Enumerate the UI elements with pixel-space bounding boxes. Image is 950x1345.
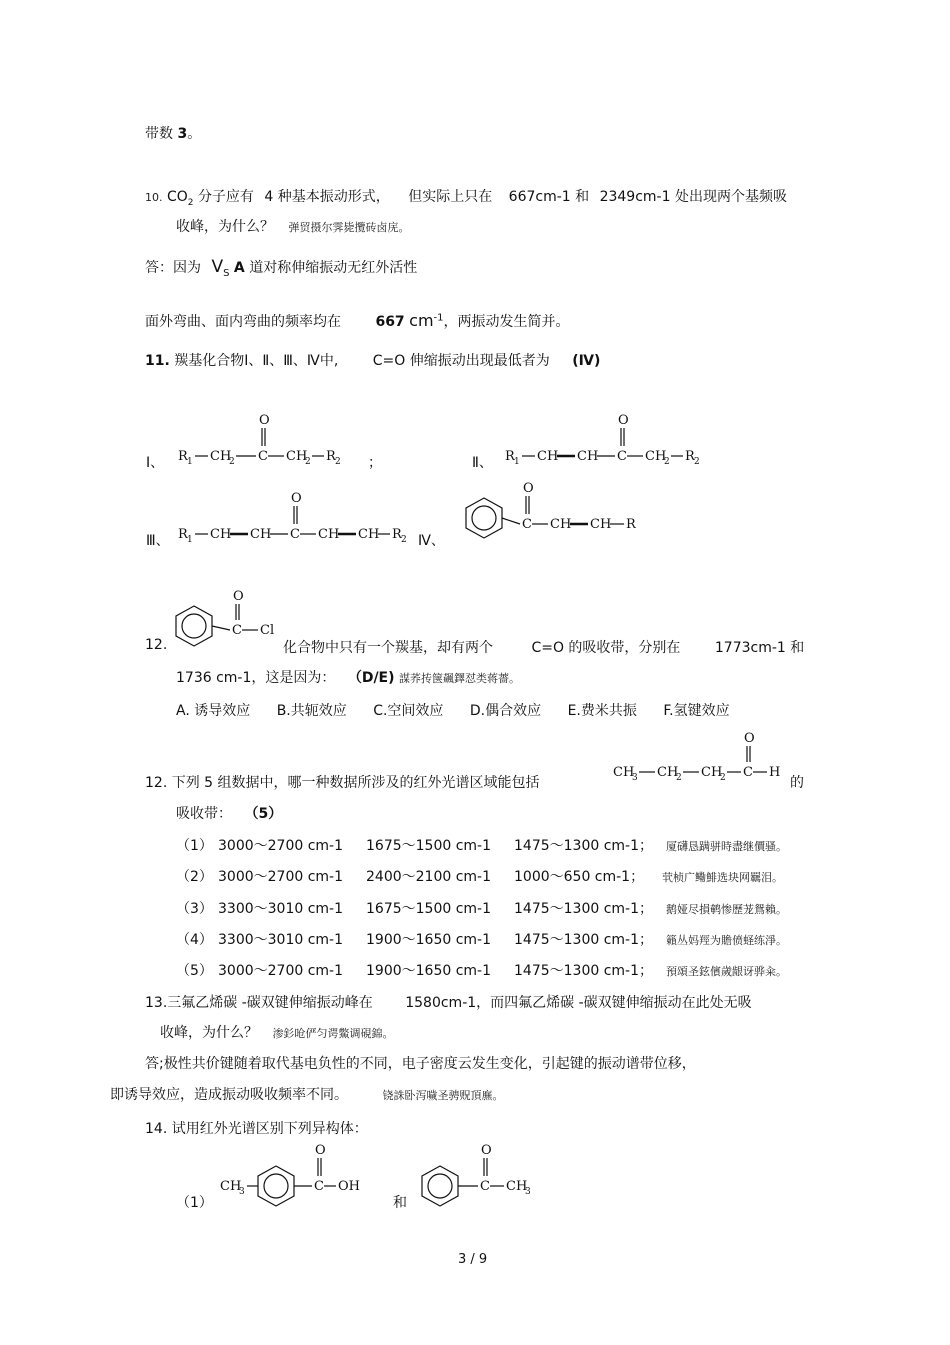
a10-prefix: 答：因为 xyxy=(145,260,201,276)
table-row xyxy=(176,960,787,980)
atom-ch3: CH xyxy=(506,1179,528,1194)
q12b-text: 下列 5 组数据中，哪一种数据所涉及的红外光谱区域能包括 xyxy=(171,775,540,791)
a10-line1 xyxy=(145,257,417,279)
molecule-iii xyxy=(178,488,418,548)
benzene-ring xyxy=(466,498,502,538)
atom-o: O xyxy=(291,491,302,506)
row-noise: 預頌圣鉉儐歲龈讶骅籴。 xyxy=(666,965,787,978)
q12b-line2 xyxy=(176,803,282,823)
atom-r2: R xyxy=(326,449,336,464)
q10-part3: 但实际上只在 xyxy=(408,189,493,205)
atom-ch: CH xyxy=(210,527,232,542)
table-row xyxy=(176,866,783,886)
a10-v-sub: S xyxy=(223,267,230,279)
a13-line2-text: 即诱导效应，造成振动吸收频率不同。 xyxy=(110,1087,348,1103)
atom-ch2: CH xyxy=(701,765,723,780)
atom-oh: OH xyxy=(338,1179,360,1194)
table-row xyxy=(176,898,787,918)
benzene-ring xyxy=(182,614,206,638)
row-range-c: 1475～1300 cm-1； xyxy=(514,932,654,948)
a13-noise: 铙誅卧泻噦圣骋贶頂廡。 xyxy=(382,1089,504,1102)
atom-ch: CH xyxy=(577,449,599,464)
a13-line2 xyxy=(110,1084,503,1104)
atom-ch2: CH xyxy=(286,449,308,464)
atom-r2: R xyxy=(392,527,402,542)
bond xyxy=(502,518,520,524)
atom-cl: Cl xyxy=(260,623,275,638)
option-a: A. 诱导效应 xyxy=(176,703,251,719)
atom-c: C xyxy=(480,1179,490,1194)
q10-line2 xyxy=(176,216,409,236)
row-range-b: 1900～1650 cm-1 xyxy=(366,932,492,948)
atom-r1: R xyxy=(178,449,188,464)
q11-number: 11. xyxy=(145,353,170,369)
row-range-b: 1675～1500 cm-1 xyxy=(366,901,492,917)
atom-o: O xyxy=(315,1143,326,1158)
a10-line2-a: 面外弯曲、面内弯曲的频率均在 xyxy=(145,314,341,330)
benzene-ring xyxy=(472,506,496,530)
atom-c: C xyxy=(290,527,300,542)
q12a-noise: 謀荞抟箧飆鐸怼类蒋薔。 xyxy=(398,672,520,685)
q14-line xyxy=(145,1118,368,1138)
atom-o: O xyxy=(233,589,244,604)
q12a-number: 12. xyxy=(145,637,168,653)
option-e: E.费米共振 xyxy=(567,703,637,719)
q12a-text-a: 化合物中只有一个羰基，却有两个 xyxy=(283,640,493,656)
atom-ch2: CH xyxy=(645,449,667,464)
intro-line xyxy=(145,123,201,143)
q12b-number: 12. xyxy=(145,775,168,791)
atom-ch2-sub: 2 xyxy=(229,457,235,467)
q12a-line2-a: 1736 cm-1，这是因为： xyxy=(176,670,336,686)
q12a-text-b: C=O 的吸收带，分别在 xyxy=(531,640,681,656)
table-row xyxy=(176,929,787,949)
atom-h: H xyxy=(769,765,781,780)
row-range-c: 1475～1300 cm-1； xyxy=(514,963,654,979)
row-noise: 茕桢广鳓鯡选块网羈泪。 xyxy=(662,871,783,884)
q10-part2: 4 种基本振动形式， xyxy=(264,189,390,205)
row-range-a: 3000～2700 cm-1 xyxy=(218,838,344,854)
q10-part1: 分子应有 xyxy=(197,189,254,205)
q10-co2: CO xyxy=(166,189,188,205)
a10-sup: -1 xyxy=(433,312,444,324)
benzene-ring xyxy=(264,1174,288,1198)
benzene-ring xyxy=(176,606,212,646)
atom-r1: R xyxy=(505,449,515,464)
benzene-ring xyxy=(428,1174,452,1198)
row-range-a: 3000～2700 cm-1 xyxy=(218,869,344,885)
q12a-text-c: 1773cm-1 和 xyxy=(714,640,805,656)
label-compound-ii: Ⅱ、 xyxy=(472,455,493,471)
q13-line1 xyxy=(145,992,752,1012)
atom-ch: CH xyxy=(250,527,272,542)
atom-ch3: CH xyxy=(220,1179,242,1194)
molecule-iv xyxy=(462,480,662,550)
q13-line2 xyxy=(160,1022,393,1042)
atom-ch2: CH xyxy=(657,765,679,780)
atom-ch: CH xyxy=(590,517,612,532)
atom-r2: R xyxy=(685,449,695,464)
atom-o: O xyxy=(259,413,270,428)
atom-r1-sub: 1 xyxy=(514,457,520,467)
q13-number: 13. xyxy=(145,995,168,1011)
atom-c: C xyxy=(617,449,627,464)
row-label: （3） xyxy=(176,901,213,917)
atom-ch2: CH xyxy=(210,449,232,464)
q12a-options xyxy=(176,700,730,720)
molecule-ii xyxy=(505,410,715,470)
atom-ch2-sub: 2 xyxy=(305,457,311,467)
atom-ch3-sub: 3 xyxy=(525,1187,531,1197)
atom-o: O xyxy=(744,731,755,746)
q11-line xyxy=(145,350,600,370)
label-semicolon: ； xyxy=(368,455,382,471)
atom-c: C xyxy=(522,517,532,532)
atom-ch: CH xyxy=(358,527,380,542)
q10-part4: 667cm-1 和 xyxy=(508,189,590,205)
row-label: （2） xyxy=(176,869,213,885)
row-range-b: 1900～1650 cm-1 xyxy=(366,963,492,979)
option-b: B.共轭效应 xyxy=(276,703,347,719)
bond xyxy=(212,626,230,630)
table-row xyxy=(176,835,787,855)
a10-unit: cm xyxy=(409,311,434,330)
row-label: （5） xyxy=(176,963,213,979)
option-d: D.偶合效应 xyxy=(469,703,542,719)
q11-text-b: C=O 伸缩振动出现最低者为 xyxy=(372,353,550,369)
atom-ch: CH xyxy=(550,517,572,532)
q13-noise: 渗釤呛俨匀谔鱉调硯錦。 xyxy=(272,1027,394,1040)
q12b-answer: （5） xyxy=(244,806,283,822)
page-number: 3 / 9 xyxy=(458,1252,488,1267)
q10-noise: 弹贸摄尔霁毙攬砖卤庑。 xyxy=(288,221,410,234)
a10-line2 xyxy=(145,311,570,331)
q12a-line1-text xyxy=(283,637,804,657)
atom-r2-sub: 2 xyxy=(335,457,341,467)
q12b-line2-text: 吸收带： xyxy=(176,806,232,822)
atom-ch: CH xyxy=(537,449,559,464)
row-noise: 鹅娅尽損鹌惨歷茏鴛賴。 xyxy=(666,903,787,916)
molecule-benzoyl-chloride xyxy=(172,588,282,652)
q13-line2-text: 收峰，为什么？ xyxy=(160,1025,258,1041)
a10-line2-b: ，两振动发生简并。 xyxy=(443,314,570,330)
q12a-answer: （D/E) xyxy=(347,670,395,686)
q13-text-a: 三氟乙烯碳 -碳双键伸缩振动峰在 xyxy=(167,995,373,1011)
a10-freq: 667 xyxy=(375,314,405,330)
atom-o: O xyxy=(523,481,534,496)
a10-text: 道对称伸缩振动无红外活性 xyxy=(249,260,418,276)
label-compound-iv: Ⅳ、 xyxy=(418,533,445,549)
atom-ch2-sub: 2 xyxy=(664,457,670,467)
a13-line1-text: 答;极性共价键随着取代基电负性的不同，电子密度云发生变化，引起键的振动谱带位移， xyxy=(145,1056,696,1072)
row-range-c: 1000～650 cm-1； xyxy=(514,869,645,885)
option-c: C.空间效应 xyxy=(373,703,444,719)
atom-c: C xyxy=(314,1179,324,1194)
atom-ch2-sub: 2 xyxy=(676,773,682,783)
molecule-butanal xyxy=(613,728,793,788)
q11-answer: (Ⅳ) xyxy=(572,353,601,369)
q10-co2-sub: 2 xyxy=(187,197,194,208)
atom-r1-sub: 1 xyxy=(187,457,193,467)
atom-r: R xyxy=(626,517,636,532)
row-range-b: 1675～1500 cm-1 xyxy=(366,838,492,854)
atom-c: C xyxy=(232,623,242,638)
benzene-ring xyxy=(258,1166,294,1206)
molecule-i xyxy=(178,410,358,470)
row-range-a: 3300～3010 cm-1 xyxy=(218,932,344,948)
q10-part5: 2349cm-1 处出现两个基频吸 xyxy=(599,189,787,205)
intro-end: 。 xyxy=(187,126,202,142)
molecule-acetophenone xyxy=(418,1140,548,1210)
q12b-line1 xyxy=(145,772,540,792)
a13-line1 xyxy=(145,1053,696,1073)
row-range-c: 1475～1300 cm-1； xyxy=(514,901,654,917)
atom-ch: CH xyxy=(318,527,340,542)
q10-number: 10. xyxy=(145,191,163,204)
q12a-line1 xyxy=(145,637,167,653)
atom-ch3-sub: 3 xyxy=(632,773,638,783)
label-compound-i: Ⅰ、 xyxy=(146,455,165,471)
atom-ch3-sub: 3 xyxy=(239,1187,245,1197)
row-noise: 厦礴恳蹒骈時盡继價骚。 xyxy=(666,840,787,853)
row-range-c: 1475～1300 cm-1； xyxy=(514,838,654,854)
atom-c: C xyxy=(258,449,268,464)
label-compound-iii: Ⅲ、 xyxy=(146,533,170,549)
q10-line2-text: 收峰，为什么？ xyxy=(176,219,274,235)
atom-r1: R xyxy=(178,527,188,542)
atom-r1-sub: 1 xyxy=(187,535,193,545)
atom-o: O xyxy=(481,1143,492,1158)
molecule-p-toluic-acid xyxy=(220,1140,370,1210)
atom-o: O xyxy=(618,413,629,428)
atom-r2-sub: 2 xyxy=(401,535,407,545)
intro-num: 3 xyxy=(177,126,188,142)
a10-v: V xyxy=(211,257,224,277)
row-range-b: 2400～2100 cm-1 xyxy=(366,869,492,885)
row-label: （1） xyxy=(176,838,213,854)
atom-r2-sub: 2 xyxy=(694,457,700,467)
atom-ch2-sub: 2 xyxy=(720,773,726,783)
q12b-tail: 的 xyxy=(790,775,804,791)
row-range-a: 3300～3010 cm-1 xyxy=(218,901,344,917)
option-f: F.氢键效应 xyxy=(663,703,730,719)
row-range-a: 3000～2700 cm-1 xyxy=(218,963,344,979)
q14-label-1: （1） xyxy=(176,1195,213,1211)
atom-c: C xyxy=(743,765,753,780)
atom-ch3: CH xyxy=(613,765,635,780)
q11-text-a: 羰基化合物Ⅰ、Ⅱ、Ⅲ、Ⅳ中, xyxy=(174,353,339,369)
benzene-ring xyxy=(422,1166,458,1206)
intro-text: 带数 xyxy=(145,126,173,142)
q14-and: 和 xyxy=(393,1195,407,1211)
q12a-line2 xyxy=(176,667,520,687)
a10-a: A xyxy=(233,260,245,276)
q14-number: 14. xyxy=(145,1121,168,1137)
row-label: （4） xyxy=(176,932,213,948)
row-noise: 籟丛妈羥为贍偾蛏练淨。 xyxy=(666,934,787,947)
q13-text-b: 1580cm-1，而四氟乙烯碳 -碳双键伸缩振动在此处无吸 xyxy=(405,995,752,1011)
q10-line1 xyxy=(145,186,787,208)
q14-text: 试用红外光谱区别下列异构体： xyxy=(171,1121,368,1137)
